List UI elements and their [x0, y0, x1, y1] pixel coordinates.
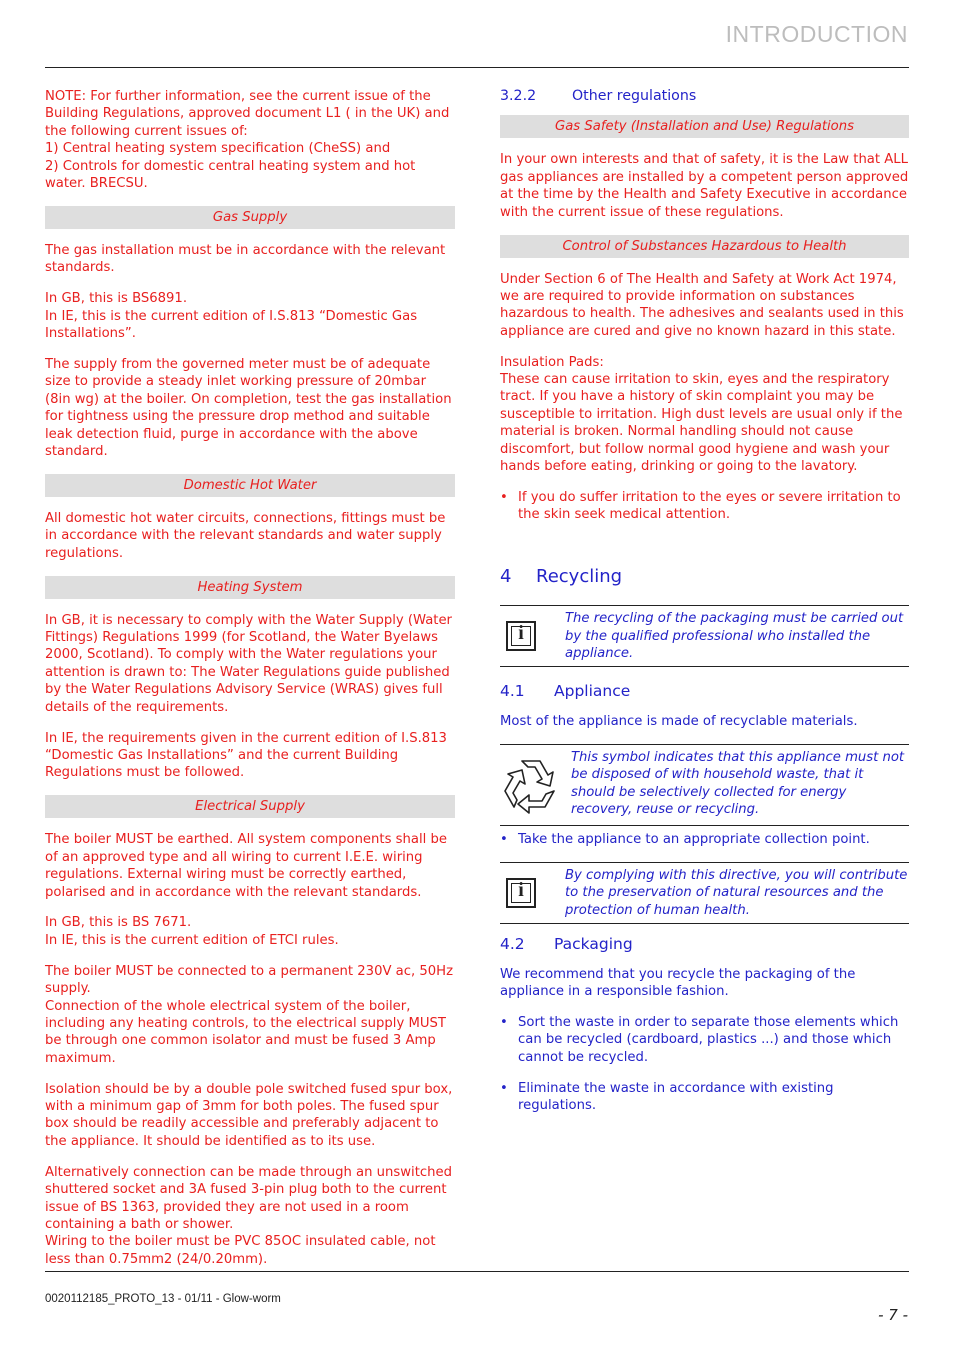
collection-point-bullet — [500, 831, 909, 848]
info-icon: i — [506, 621, 536, 651]
electrical-text-5: Alternatively connection can be made through an unswitched shuttered socket and 3A fused 3-pin plug both to the current issue of BS 1363, provided they are not used in a room containing a bath or shower. Wiring to the boiler must be PVC 85OC insulated cable, not less than 0.75mm2 (24/0.20mm). — [45, 1164, 452, 1267]
bullet-dot: • — [500, 1080, 508, 1096]
document-reference: 0020112185_PROTO_13 - 01/11 - Glow-worm — [45, 1293, 281, 1305]
right-column — [500, 88, 909, 1128]
bullet-text: Sort the waste in order to separate those elements which can be recycled (cardboard, plastics ...) and those which cannot be recycled. — [518, 1015, 899, 1065]
recycling-heading — [500, 565, 909, 587]
electrical-text-2: In GB, this is BS 7671. In IE, this is the current edition of ETCI rules. — [45, 915, 339, 948]
appliance-text: Most of the appliance is made of recyclable materials. — [500, 713, 858, 729]
eliminate-waste-bullet — [500, 1080, 909, 1115]
left-column — [45, 88, 455, 1282]
gas-supply-heading: Gas Supply — [45, 206, 455, 229]
bullet-text: Eliminate the waste in accordance with existing regulations. — [518, 1080, 834, 1114]
info-text: The recycling of the packaging must be carried out by the qualified professional who installed the appliance. — [565, 611, 904, 662]
section-number: 4.2 — [500, 935, 525, 954]
section-number: 4.1 — [500, 682, 525, 701]
section-title-text: Other regulations — [572, 88, 697, 104]
section-number: 4 — [500, 565, 512, 587]
heating-text-2: In IE, the requirements given in the current edition of I.S.813 “Domestic Gas Installations” and the current Building Regulations must be followed. — [45, 730, 447, 781]
gas-safety-heading: Gas Safety (Installation and Use) Regulations — [500, 115, 909, 138]
recycle-icon — [500, 755, 562, 817]
bullet-text: If you do suffer irritation to the eyes or severe irritation to the skin seek medical attention. — [518, 490, 901, 523]
appliance-heading — [500, 683, 909, 700]
bullet-dot: • — [500, 1015, 508, 1030]
gas-supply-text-3: The supply from the governed meter must be of adequate size to provide a steady inlet working pressure of 20mbar (8in wg) at the boiler. On completion, test the gas installation for tightness using the pressure drop method and suitable leak detection fluid, purge in accordance with the above standard. — [45, 356, 452, 459]
irritation-bullet — [500, 489, 909, 524]
bullet-text: Take the appliance to an appropriate collection point. — [518, 832, 870, 848]
electrical-supply-heading: Electrical Supply — [45, 795, 455, 818]
info-box-recycling — [500, 605, 909, 667]
info-text: By complying with this directive, you will contribute to the preservation of natural resources and the protection of human health. — [565, 868, 908, 918]
coshh-text: Under Section 6 of The Health and Safety at Work Act 1974, we are required to provide information on substances hazardous to health. The adhesives and sealants used in this appliance are cured and give no known hazard in this state. — [500, 271, 904, 339]
coshh-heading: Control of Substances Hazardous to Health — [500, 235, 909, 258]
hot-water-heading: Domestic Hot Water — [45, 474, 455, 497]
section-title-text: Appliance — [554, 682, 631, 701]
heating-text-1: In GB, it is necessary to comply with the Water Supply (Water Fittings) Regulations 1999 (for Scotland, the Water Byelaws 2000, Scotland). To comply with the Water regulations your attention is drawn to: The Water Regulations guide published by the Water Regulations Advisory Service (WRAS) gives full details of the requirements. — [45, 612, 452, 715]
section-title-text: Recycling — [536, 565, 623, 587]
section-number: 3.2.2 — [500, 88, 537, 104]
packaging-text: We recommend that you recycle the packaging of the appliance in a responsible fashion. — [500, 966, 856, 1000]
electrical-text-1: The boiler MUST be earthed. All system components shall be of an approved type and all wiring to current I.E.E. wiring regulations. External wiring must be correctly earthed, polarised and in accordance with the relevant standards. — [45, 832, 447, 900]
bullet-dot: • — [500, 490, 508, 505]
insulation-pads-text: Insulation Pads: These can cause irritation to skin, eyes and the respiratory tract. If you have a history of skin complaint you may be susceptible to irritation. High dust levels are usual only if the material is broken. Normal handling should not cause discomfort, but follow normal good hygiene and wash your hands before eating, drinking or going to the lavatory. — [500, 354, 903, 475]
packaging-heading — [500, 936, 909, 953]
gas-supply-text-1: The gas installation must be in accordance with the relevant standards. — [45, 242, 446, 276]
section-title-text: Packaging — [554, 935, 633, 954]
heating-system-heading: Heating System — [45, 576, 455, 599]
other-regulations-heading — [500, 88, 909, 105]
note-paragraph: NOTE: For further information, see the current issue of the Building Regulations, approved document L1 ( in the UK) and the following current issues of: 1) Central heating system specification (CheSS) and 2) Controls for domestic central heating system and hot water. BRECSU. — [45, 89, 450, 192]
footer-rule — [45, 1271, 909, 1272]
sort-waste-bullet — [500, 1014, 909, 1066]
recycle-symbol-text: This symbol indicates that this appliance must not be disposed of with household waste, that it should be selectively collected for energy recovery, reuse or recycling. — [571, 749, 905, 817]
info-box-directive — [500, 862, 909, 924]
electrical-text-4: Isolation should be by a double pole switched fused spur box, with a minimum gap of 3mm for both poles. The fused spur box should be readily accessible and preferably adjacent to the appliance. It should be identified as to its use. — [45, 1081, 453, 1149]
electrical-text-3: The boiler MUST be connected to a permanent 230V ac, 50Hz supply. Connection of the whole electrical system of the boiler, including any heating controls, to the electrical supply MUST be through one common isolator and must be fused 3 Amp maximum. — [45, 963, 454, 1066]
bullet-dot: • — [500, 832, 508, 848]
gas-safety-text: In your own interests and that of safety, it is the Law that ALL gas appliances are installed by a competent person approved at the time by the Health and Safety Executive in accordance with the current issue of these regulations. — [500, 152, 909, 220]
hot-water-text: All domestic hot water circuits, connections, fittings must be in accordance with the relevant standards and water supply regulations. — [45, 510, 446, 561]
page-number: - 7 - — [878, 1306, 908, 1324]
header-rule — [45, 67, 909, 68]
gas-supply-text-2: In GB, this is BS6891. In IE, this is the current edition of I.S.813 “Domestic Gas Installations”. — [45, 291, 418, 342]
info-icon: i — [506, 878, 536, 908]
section-title: INTRODUCTION — [725, 21, 908, 47]
recycle-symbol-box — [500, 744, 909, 826]
